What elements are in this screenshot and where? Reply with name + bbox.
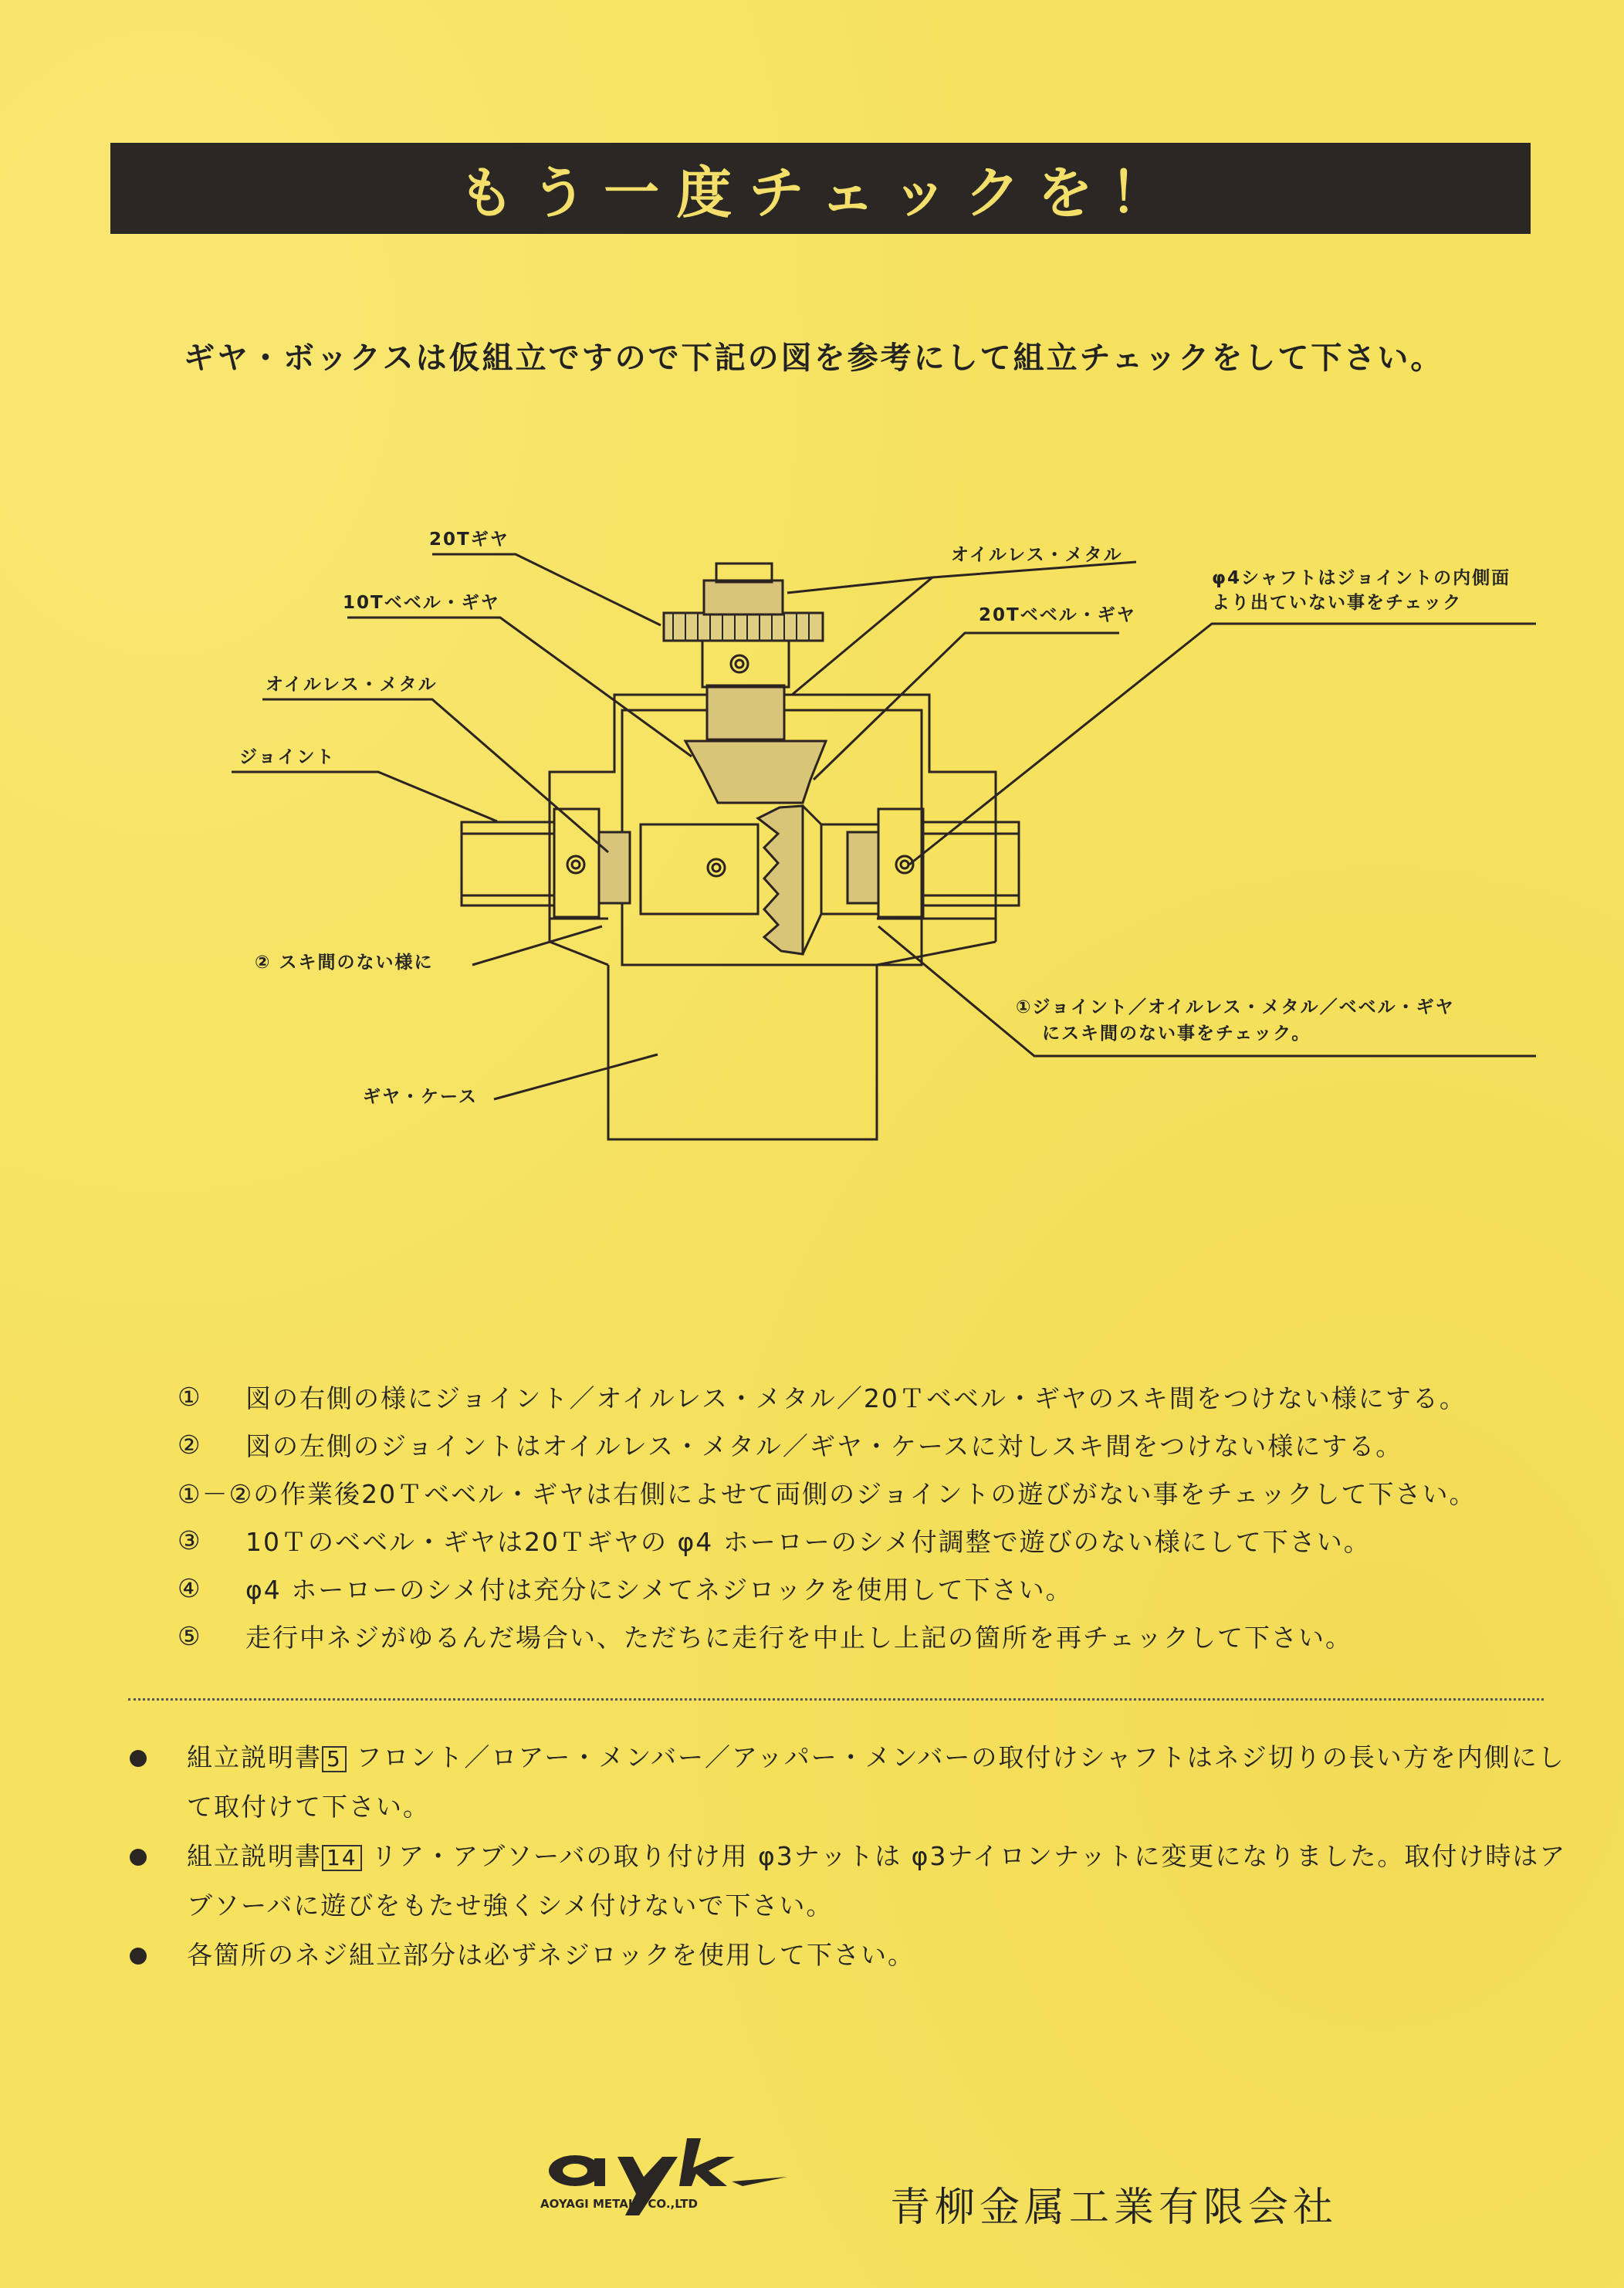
- bullet-icon: [130, 1849, 147, 1866]
- label-right-note-line2: にスキ間のない事をチェック。: [1042, 1024, 1311, 1044]
- step-item: [178, 1372, 1567, 1420]
- dotted-divider: [128, 1698, 1544, 1701]
- step-item: [178, 1468, 1567, 1516]
- bevel-gear-20t: [758, 806, 803, 954]
- label-shaft-note-line2: より出ていない事をチェック: [1212, 593, 1463, 613]
- note-prefix: 組立説明書: [187, 1742, 322, 1772]
- ayk-logo: [533, 2131, 810, 2223]
- note-text: 各箇所のネジ組立部分は必ずネジロックを使用して下さい。: [187, 1940, 915, 1970]
- step-number: ④: [178, 1572, 202, 1603]
- company-name: 青柳金属工業有限会社: [890, 2185, 1338, 2231]
- page-title: もう一度チェックを！: [458, 161, 1182, 225]
- leader-shaft-note: [909, 624, 1536, 865]
- manual-page-number: 14: [322, 1845, 362, 1871]
- leader-20t-gear: [432, 554, 661, 625]
- notes-list: [123, 1733, 1575, 1980]
- label-20t-gear: 20Tギヤ: [429, 530, 509, 550]
- instruction-steps: [178, 1372, 1567, 1660]
- gear-case-lower: [608, 965, 877, 1139]
- label-shaft-note-line1: φ4シャフトはジョイントの内側面: [1212, 568, 1511, 588]
- right-oilless-metal: [848, 832, 878, 903]
- leader-oilless-left: [262, 699, 608, 852]
- step-number: ②: [178, 1429, 202, 1460]
- leader-gap-left: [472, 926, 602, 965]
- label-10t-bevel-gear: 10Tベベル・ギヤ: [343, 593, 500, 613]
- label-oilless-metal-top: オイルレス・メタル: [951, 545, 1123, 565]
- label-gear-case: ギヤ・ケース: [363, 1087, 478, 1107]
- step-number: ③: [178, 1525, 202, 1555]
- left-oilless-metal: [599, 832, 630, 903]
- note-item: [123, 1832, 1575, 1931]
- label-joint: ジョイント: [239, 747, 336, 767]
- label-20t-bevel-gear: 20Tベベル・ギヤ: [979, 605, 1136, 625]
- label-oilless-metal-left: オイルレス・メタル: [266, 675, 438, 695]
- intro-text: ギヤ・ボックスは仮組立ですので下記の図を参考にして組立チェックをして下さい。: [184, 340, 1444, 376]
- step-text: φ4 ホーローのシメ付は充分にシメてネジロックを使用して下さい。: [245, 1574, 1073, 1605]
- note-prefix: 組立説明書: [187, 1841, 322, 1871]
- step-number: ⑤: [178, 1620, 202, 1651]
- bevel-gear-10t: [685, 741, 826, 803]
- step-item: [178, 1420, 1567, 1468]
- note-item: [123, 1931, 1575, 1980]
- step-item: [178, 1516, 1567, 1564]
- spur-gear-20t: [664, 613, 823, 641]
- logo-subtitle: AOYAGI METALS CO.,LTD: [540, 2197, 698, 2211]
- bullet-icon: [130, 1948, 147, 1965]
- leader-bevel20t: [814, 633, 1119, 780]
- label-right-note-line1: ①ジョイント／オイルレス・メタル／ベベル・ギヤ: [1016, 997, 1455, 1017]
- step-text: 図の左側のジョイントはオイルレス・メタル／ギヤ・ケースに対しスキ間をつけない様にする。: [245, 1430, 1403, 1461]
- bullet-icon: [130, 1750, 147, 1767]
- step-text: ①－②の作業後20Ｔベベル・ギヤは右側によせて両側のジョイントの遊びがない事をチェックして下さい。: [178, 1478, 1477, 1509]
- center-shaft-block: [641, 824, 758, 914]
- step-text: 図の右側の様にジョイント／オイルレス・メタル／20Ｔベベル・ギヤのスキ間をつけない様にする。: [245, 1383, 1467, 1413]
- note-item: [123, 1733, 1575, 1832]
- leader-gear-case: [494, 1054, 658, 1099]
- step-text: 走行中ネジがゆるんだ場合い、ただちに走行を中止し上記の箇所を再チェックして下さい。: [245, 1622, 1353, 1653]
- label-gap-left: ② スキ間のない様に: [255, 953, 434, 973]
- step-item: [178, 1612, 1567, 1660]
- manual-page-number: 5: [322, 1746, 347, 1772]
- oilless-metal-top: [707, 685, 784, 740]
- leader-oilless-top-a: [787, 562, 1136, 593]
- leader-joint: [232, 772, 497, 821]
- note-text: リア・アブソーバの取り付け用 φ3ナットは φ3ナイロンナットに変更になりました。取付け時はアブソーバに遊びをもたせ強くシメ付けないで下さい。: [187, 1841, 1567, 1921]
- step-item: [178, 1564, 1567, 1612]
- note-text: フロント／ロアー・メンバー／アッパー・メンバーの取付けシャフトはネジ切りの長い方を内側にして取付けて下さい。: [187, 1742, 1565, 1822]
- step-number: ①: [178, 1381, 202, 1412]
- step-text: 10Ｔのベベル・ギヤは20Ｔギヤの φ4 ホーローのシメ付調整で遊びのない様にして下さい。: [245, 1526, 1371, 1557]
